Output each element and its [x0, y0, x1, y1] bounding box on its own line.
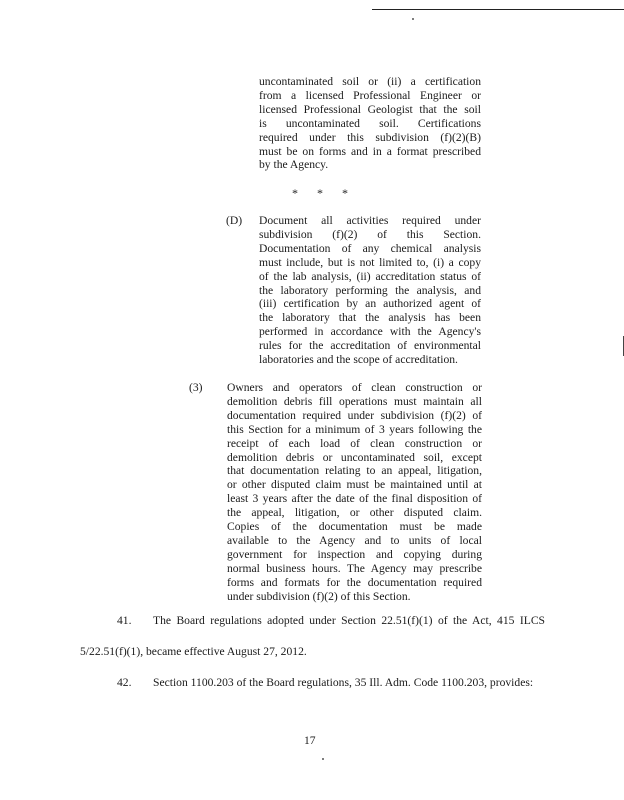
- page-number: 17: [304, 734, 316, 747]
- clause-line: licensed Professional Geologist that the soil: [259, 102, 481, 116]
- item-3-line: or other disputed claim must be maintained until at: [227, 478, 482, 492]
- paragraph-42-number: 42.: [117, 676, 132, 689]
- continued-clause: [259, 75, 481, 172]
- item-d-text: [259, 214, 481, 367]
- omission-stars: * * *: [292, 186, 356, 200]
- item-3-line: normal business hours. The Agency may prescribe: [227, 561, 482, 575]
- item-3-line: least 3 years after the date of the final disposition of: [227, 492, 482, 506]
- item-3-line: available to the Agency and to units of local: [227, 533, 482, 547]
- item-3-line: under subdivision (f)(2) of this Section.: [227, 589, 411, 603]
- item-d-line: (iii) certification by an authorized agent of: [259, 297, 481, 311]
- item-3-line: the appeal, litigation, or other disputed claim.: [227, 506, 482, 520]
- item-d-line: subdivision (f)(2) of this Section.: [259, 227, 481, 241]
- scan-edge-line: [372, 9, 624, 10]
- item-d-line: Documentation of any chemical analysis: [259, 241, 481, 255]
- item-d-line: must include, but is not limited to, (i) a copy: [259, 255, 481, 269]
- item-3-line: documentation required under subdivision (f)(2) of: [227, 408, 482, 422]
- clause-line: uncontaminated soil or (ii) a certification: [259, 75, 481, 88]
- item-d-line: rules for the accreditation of environmental: [259, 339, 481, 353]
- item-3-line: this Section for a minimum of 3 years following the: [227, 422, 482, 436]
- item-d-line: Document all activities required under: [259, 214, 481, 227]
- clause-line: by the Agency.: [259, 158, 329, 172]
- item-d-line: performed in accordance with the Agency's: [259, 325, 481, 339]
- item-3-line: demolition debris fill operations must maintain all: [227, 394, 482, 408]
- paragraph-41-line-2: 5/22.51(f)(1), became effective August 27, 2012.: [80, 645, 307, 658]
- clause-line: must be on forms and in a format prescribed: [259, 144, 481, 158]
- item-3-line: Copies of the documentation must be made: [227, 520, 482, 534]
- paragraph-42-line-1: Section 1100.203 of the Board regulations, 35 Ill. Adm. Code 1100.203, provides:: [153, 676, 534, 689]
- clause-line: is uncontaminated soil. Certifications: [259, 116, 481, 130]
- item-3-line: government for inspection and copying during: [227, 547, 482, 561]
- scan-speck: [322, 758, 324, 760]
- item-d-line: the laboratory performing the analysis, and: [259, 283, 481, 297]
- item-3-line: receipt of each load of clean construction or: [227, 436, 482, 450]
- item-3-line: Owners and operators of clean construction or: [227, 381, 482, 394]
- clause-line: required under this subdivision (f)(2)(B): [259, 130, 481, 144]
- paragraph-41-line-1: The Board regulations adopted under Section 22.51(f)(1) of the Act, 415 ILCS: [153, 614, 545, 627]
- scan-speck: [412, 18, 414, 20]
- paragraph-41-number: 41.: [117, 614, 132, 627]
- item-d-line: laboratories and the scope of accreditation.: [259, 353, 458, 367]
- item-d-line: the laboratory that the analysis has been: [259, 311, 481, 325]
- clause-line: from a licensed Professional Engineer or: [259, 88, 481, 102]
- item-3-line: forms and formats for the documentation required: [227, 575, 482, 589]
- item-d-label: (D): [226, 214, 243, 227]
- item-d-line: of the lab analysis, (ii) accreditation status of: [259, 269, 481, 283]
- item-3-label: (3): [189, 381, 203, 394]
- item-3-line: demolition debris or uncontaminated soil, except: [227, 450, 482, 464]
- item-3-line: that documentation relating to an appeal, litigation,: [227, 464, 482, 478]
- item-3-text: [227, 381, 482, 604]
